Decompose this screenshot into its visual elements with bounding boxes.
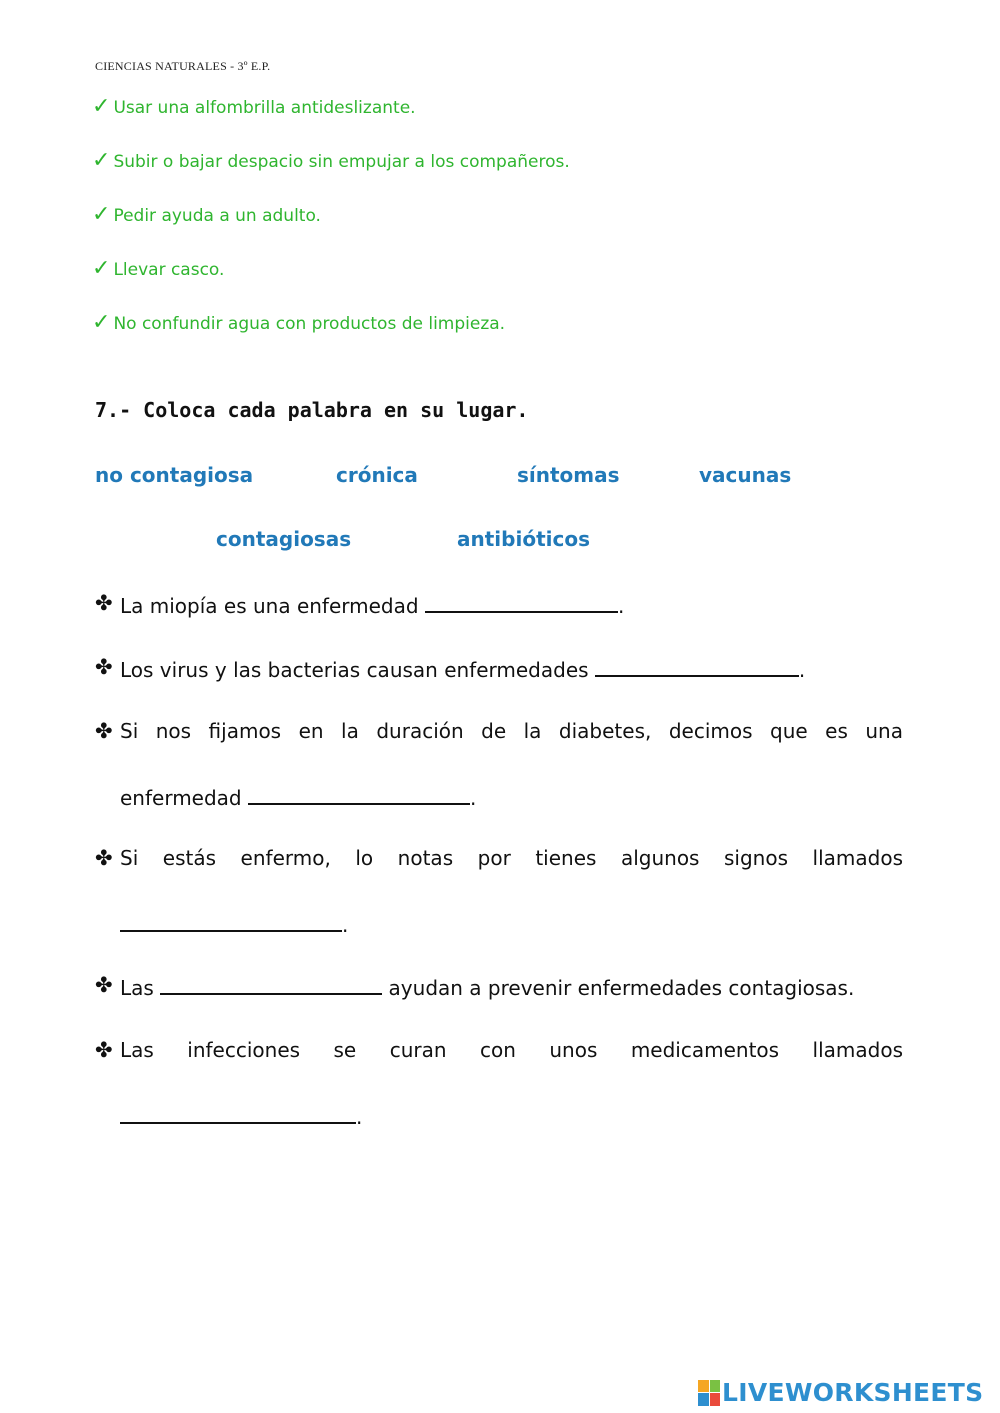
word-bank-item: antibióticos	[457, 527, 590, 551]
sentence-text: .	[470, 786, 477, 810]
word-bank-item: no contagiosa	[95, 463, 254, 487]
check-icon: ✓	[92, 94, 111, 119]
answer-blank[interactable]	[120, 910, 342, 932]
answer-blank[interactable]	[248, 783, 470, 805]
bullet-icon: ✤	[95, 973, 113, 997]
sentence-text: .	[356, 1105, 363, 1129]
sentence-text: La miopía es una enfermedad	[120, 594, 419, 618]
sentence-text: .	[342, 913, 349, 937]
sentence-3	[95, 719, 903, 814]
check-item-text: Subir o bajar despacio sin empujar a los compañeros.	[113, 152, 570, 172]
check-item	[92, 256, 570, 310]
cube-icon	[698, 1380, 720, 1406]
check-item	[92, 202, 570, 256]
sentence-text: Si nos fijamos en la duración de la diabetes, decimos que es una	[120, 719, 903, 743]
sentence-text: .	[617, 594, 625, 618]
answer-blank[interactable]	[160, 973, 382, 995]
sentence-text: Si estás enfermo, lo notas por tienes algunos signos llamados	[120, 846, 903, 870]
check-item	[92, 94, 570, 148]
bullet-icon: ✤	[95, 719, 113, 743]
answer-blank[interactable]	[595, 655, 799, 677]
check-item-text: Llevar casco.	[113, 260, 225, 280]
brand-name: LIVEWORKSHEETS	[722, 1378, 984, 1407]
sentence-text: .	[798, 658, 806, 682]
check-item	[92, 310, 570, 364]
check-item-text: Usar una alfombrilla antideslizante.	[113, 98, 416, 118]
check-item-text: No confundir agua con productos de limpieza.	[113, 314, 506, 334]
safety-check-list	[92, 94, 570, 364]
page-header: CIENCIAS NATURALES - 3º E.P.	[95, 59, 271, 73]
check-icon: ✓	[92, 310, 111, 335]
bullet-icon: ✤	[95, 655, 113, 679]
check-icon: ✓	[92, 256, 111, 281]
bullet-icon: ✤	[95, 1038, 113, 1062]
liveworksheets-logo	[698, 1378, 983, 1407]
word-bank-item: síntomas	[517, 463, 620, 487]
sentence-2	[95, 655, 903, 685]
check-item	[92, 148, 570, 202]
answer-blank[interactable]	[425, 591, 618, 613]
word-bank-item: contagiosas	[216, 527, 352, 551]
sentence-text: Las	[120, 976, 154, 1000]
bullet-icon: ✤	[95, 591, 113, 615]
sentence-text: enfermedad	[120, 786, 242, 810]
word-bank-item: crónica	[336, 463, 418, 487]
check-item-text: Pedir ayuda a un adulto.	[113, 206, 321, 226]
sentence-5	[95, 973, 903, 1003]
answer-blank[interactable]	[120, 1102, 356, 1124]
sentence-text: Las infecciones se curan con unos medicamentos llamados	[120, 1038, 903, 1062]
sentence-text: ayudan a prevenir enfermedades contagiosas.	[388, 976, 855, 1000]
sentence-1	[95, 591, 903, 621]
sentence-4	[95, 846, 903, 941]
word-bank-item: vacunas	[699, 463, 792, 487]
question-title: 7.- Coloca cada palabra en su lugar.	[95, 398, 529, 422]
sentence-text: Los virus y las bacterias causan enfermedades	[120, 658, 589, 682]
bullet-icon: ✤	[95, 846, 113, 870]
check-icon: ✓	[92, 202, 111, 227]
sentence-6	[95, 1038, 903, 1133]
check-icon: ✓	[92, 148, 111, 173]
